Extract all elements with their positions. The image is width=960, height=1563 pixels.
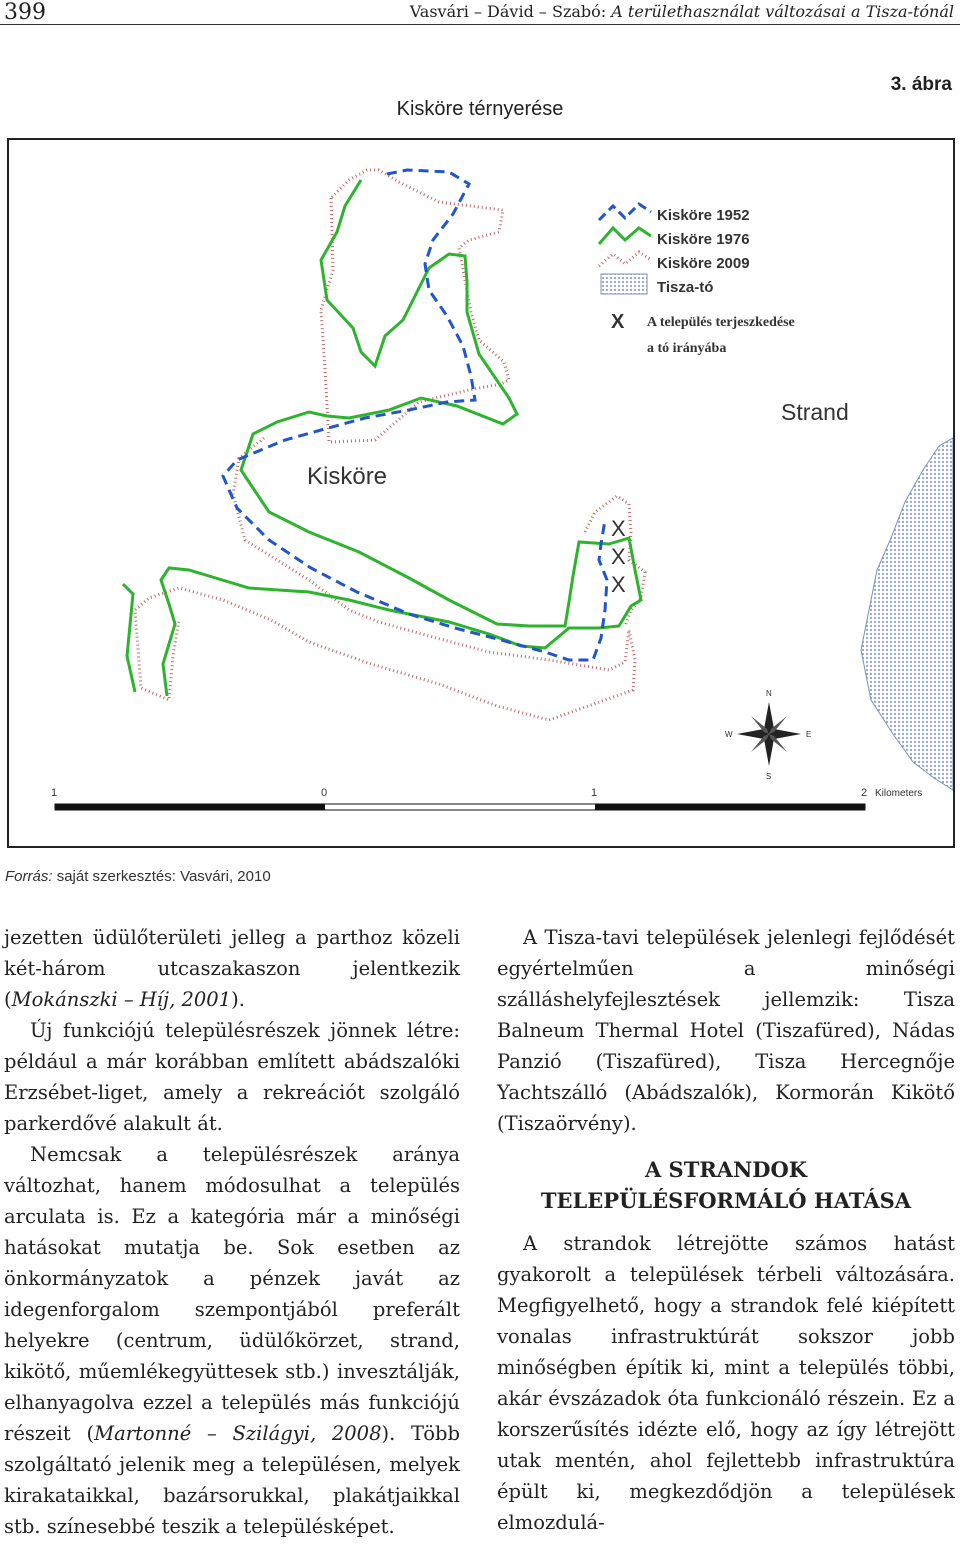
legend-label-1952: Kisköre 1952 (657, 207, 750, 224)
legend-swatch-1976 (599, 228, 651, 244)
right-column (497, 922, 955, 1538)
legend-label-lake: Tisza-tó (657, 279, 714, 296)
section-heading-line-1: A STRANDOK (644, 1157, 808, 1182)
left-paragraph-1 (4, 922, 460, 1015)
running-header-authors: Vasvári – Dávid – Szabó: (409, 2, 607, 21)
running-header-title: A területhasználat változásai a Tisza-tónál (611, 2, 954, 21)
right-paragraph-1: A Tisza-tavi települések jelenlegi fejlődését egyértelműen a minőségi szálláshelyfejlesztések jellemzik: Tisza Balneum Thermal Hotel (Tiszafüred), Nádas Panzió (Tiszafüred), Tisza Hercegnője Yachtszálló (Abádszalók), Kormorán Kikötő (Tiszaörvény). (497, 926, 955, 1135)
extent-1952-line (223, 170, 607, 660)
scale-tick-2: 2 (861, 787, 868, 799)
scale-tick-1-left: 1 (51, 787, 58, 799)
map-canvas (9, 140, 953, 846)
left-p1-text: jezetten üdülőterületi jelleg a parthoz közeli két-három utcaszakaszon jelentkezik ( (4, 926, 460, 1011)
left-paragraph-2: Új funkciójú településrészek jönnek létre: például a már korábban említett abádszalóki Erzsébet-liget, amely a rekreációt szolgáló parkerdővé alakult át. (4, 1019, 460, 1135)
left-p3-tail: ). Több szolgáltató jelenik meg a településen, melyek kirakataikkal, bazársorukkal, plakátjaikkal stb. színesebbé teszik a településképet. (4, 1422, 460, 1538)
legend-label-expansion-2: a tó irányába (647, 341, 727, 356)
legend-label-2009: Kisköre 2009 (657, 255, 750, 272)
scale-unit: Kilometers (875, 788, 923, 799)
right-paragraph-2: A strandok létrejötte számos hatást gyakorolt a települések térbeli változására. Megfigyelhető, hogy a strandok felé kiépített vonalas infrastruktúrát sokszor jobb minőségben építik ki, mint a település többi, akár évszázadok óta funkcionáló részein. Ez a korszerűsítés idézte elő, hogy az így létrejött utak mentén, ahol fejlettebb infrastruktúra épült ki, megkezdődjön a települések elmozdulá- (497, 1232, 955, 1534)
expansion-mark-3: X (611, 572, 626, 597)
legend-swatch-2009 (599, 252, 651, 266)
left-column (4, 922, 460, 1542)
running-header (410, 2, 954, 21)
source-label: Forrás: (5, 868, 53, 885)
compass-e: E (806, 730, 812, 739)
lake-area (861, 438, 953, 790)
left-paragraph-3 (4, 1139, 460, 1542)
compass-s: S (766, 772, 772, 781)
left-p1-tail: ). (231, 988, 245, 1011)
section-heading (497, 1154, 955, 1216)
map-legend (599, 204, 795, 356)
section-heading-line-2: TELEPÜLÉSFORMÁLÓ HATÁSA (540, 1188, 912, 1213)
expansion-mark-2: X (611, 544, 626, 569)
legend-x-symbol: X (611, 311, 625, 333)
compass-n: N (766, 689, 772, 698)
map-label-kiskore: Kisköre (307, 463, 388, 490)
figure-number: 3. ábra (890, 74, 952, 95)
extent-1976-line (161, 180, 641, 696)
scale-bar (51, 787, 922, 810)
page-number: 399 (4, 0, 46, 25)
map-label-strand: Strand (781, 399, 849, 425)
compass-w: W (725, 730, 733, 739)
left-p3-text: Nemcsak a településrészek aránya változhat, hanem módosulhat a település arculata is. Ez a kategória már a minőségi hatásokat mutatja be. Sok esetben az önkormányzatok a pénzek javát az idegenforgalom szempontjából preferált helyekre (centrum, üdülőkörzet, strand, kikötő, műemlékegyüttesek stb.) invesztálják, elhanyagolva ezzel a település más funkciójú részeit ( (4, 1143, 460, 1445)
legend-label-expansion-1: A település terjeszkedése (647, 315, 795, 330)
scale-tick-0: 0 (321, 787, 328, 799)
compass-rose-icon (725, 689, 811, 781)
left-p1-citation: Mokánszki – Híj, 2001 (11, 988, 232, 1011)
source-text: saját szerkesztés: Vasvári, 2010 (56, 868, 271, 885)
left-p3-citation: Martonné – Szilágyi, 2008 (94, 1422, 382, 1445)
scale-tick-1: 1 (591, 787, 598, 799)
expansion-mark-1: X (611, 516, 626, 541)
header-divider (0, 24, 960, 25)
legend-swatch-1952 (599, 204, 651, 220)
figure-title: Kisköre térnyerése (396, 98, 564, 120)
legend-swatch-lake (601, 274, 647, 294)
extent-1976-line-west (123, 584, 135, 692)
map-figure (7, 138, 955, 848)
legend-label-1976: Kisköre 1976 (657, 231, 750, 248)
figure-source (5, 868, 271, 885)
